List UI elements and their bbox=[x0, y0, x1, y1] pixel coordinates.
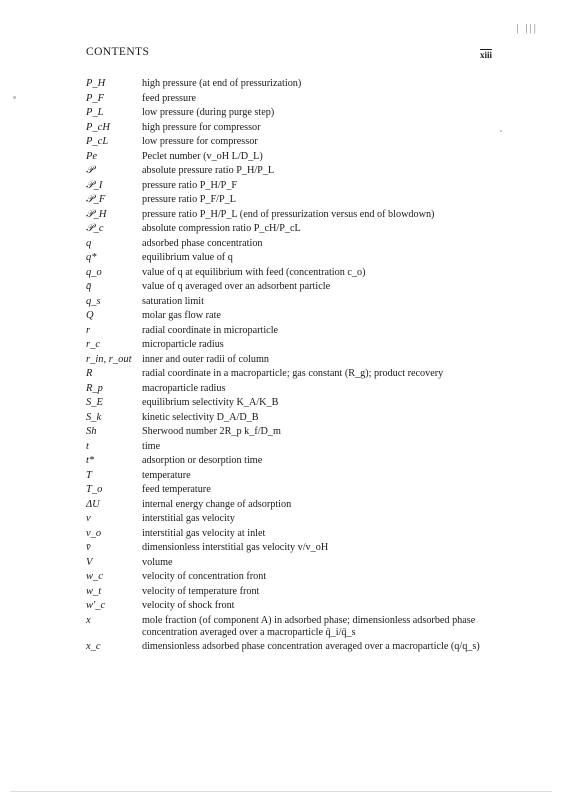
definition: macroparticle radius bbox=[142, 382, 226, 394]
list-item bbox=[86, 267, 496, 279]
symbol: ΔU bbox=[86, 498, 100, 510]
symbol: v̄ bbox=[86, 542, 91, 553]
symbol: P_cH bbox=[86, 121, 110, 133]
list-item bbox=[86, 78, 496, 90]
definition: saturation limit bbox=[142, 295, 204, 307]
symbol: S_E bbox=[86, 397, 103, 408]
symbol: x bbox=[86, 614, 91, 626]
definition: value of q at equilibrium with feed (concentration c_o) bbox=[142, 266, 366, 278]
symbol: r_in, r_out bbox=[86, 353, 132, 365]
definition: value of q averaged over an adsorbent particle bbox=[142, 281, 331, 292]
symbol: R_p bbox=[86, 382, 103, 394]
definition: dimensionless adsorbed phase concentration averaged over a macroparticle (q/q_s) bbox=[142, 641, 480, 652]
definition: molar gas flow rate bbox=[142, 310, 221, 321]
definition: Peclet number (v_oH L/D_L) bbox=[142, 150, 263, 162]
list-item bbox=[86, 412, 496, 424]
definition: temperature bbox=[142, 469, 191, 481]
symbol: 𝒫_F bbox=[86, 194, 106, 205]
scan-speck bbox=[13, 96, 16, 99]
list-item bbox=[86, 557, 496, 569]
definition: dimensionless interstitial gas velocity v/v_oH bbox=[142, 542, 329, 553]
list-item bbox=[86, 441, 496, 453]
definition: absolute compression ratio P_cH/P_cL bbox=[142, 223, 301, 234]
list-item bbox=[86, 310, 496, 322]
symbol: 𝒫 bbox=[86, 165, 94, 176]
list-item bbox=[86, 528, 496, 540]
list-item bbox=[86, 354, 496, 366]
symbol: q_o bbox=[86, 266, 102, 278]
symbol: Sh bbox=[86, 426, 97, 437]
symbol: w_c bbox=[86, 571, 103, 582]
symbol: 𝒫_c bbox=[86, 223, 104, 234]
page-title: CONTENTS bbox=[86, 46, 150, 58]
definition: radial coordinate in a macroparticle; gas constant (R_g); product recovery bbox=[142, 368, 444, 379]
list-item bbox=[86, 499, 496, 511]
symbol: q bbox=[86, 237, 92, 249]
list-item bbox=[86, 325, 496, 337]
symbol: v bbox=[86, 513, 91, 524]
symbol: Q bbox=[86, 310, 94, 321]
list-item bbox=[86, 107, 496, 119]
definition: kinetic selectivity D_A/D_B bbox=[142, 411, 259, 423]
symbol: v_o bbox=[86, 527, 102, 539]
symbol: T bbox=[86, 469, 92, 481]
list-item bbox=[86, 151, 496, 163]
definition: feed temperature bbox=[142, 484, 211, 495]
symbol: S_k bbox=[86, 411, 102, 423]
symbol: w_t bbox=[86, 585, 102, 597]
definition: absolute pressure ratio P_H/P_L bbox=[142, 165, 275, 176]
definition: high pressure (at end of pressurization) bbox=[142, 78, 302, 89]
symbol: 𝒫_H bbox=[86, 208, 107, 220]
symbol: x_c bbox=[86, 641, 101, 652]
list-item bbox=[86, 136, 496, 148]
symbol: T_o bbox=[86, 484, 103, 495]
list-item bbox=[86, 641, 496, 653]
scan-edge-line bbox=[10, 791, 552, 792]
definition: volume bbox=[142, 556, 173, 568]
definition: inner and outer radii of column bbox=[142, 353, 270, 365]
symbol: P_F bbox=[86, 92, 105, 104]
symbol: q* bbox=[86, 252, 97, 263]
symbol: q̄ bbox=[86, 281, 92, 292]
list-item bbox=[86, 455, 496, 467]
scan-marks: | ||| bbox=[516, 22, 538, 34]
list-item bbox=[86, 571, 496, 583]
symbol-list bbox=[86, 78, 496, 656]
list-item bbox=[86, 542, 496, 554]
symbol: P_L bbox=[86, 107, 104, 118]
symbol: V bbox=[86, 556, 93, 568]
symbol: t* bbox=[86, 455, 95, 466]
symbol: r_c bbox=[86, 339, 100, 350]
definition: velocity of shock front bbox=[142, 600, 235, 611]
list-item bbox=[86, 223, 496, 235]
definition: mole fraction (of component A) in adsorbed phase; dimensionless adsorbed phase concentration averaged over a macroparticle q̄_i/q̄_s bbox=[142, 614, 476, 638]
list-item bbox=[86, 600, 496, 612]
list-item bbox=[86, 194, 496, 206]
symbol: R bbox=[86, 368, 93, 379]
list-item bbox=[86, 209, 496, 221]
definition: velocity of temperature front bbox=[142, 585, 260, 597]
symbol: Pe bbox=[86, 150, 98, 162]
definition: low pressure for compressor bbox=[142, 136, 258, 147]
list-item bbox=[86, 122, 496, 134]
symbol: P_cL bbox=[86, 136, 109, 147]
list-item bbox=[86, 252, 496, 264]
list-item bbox=[86, 615, 496, 639]
definition: pressure ratio P_F/P_L bbox=[142, 194, 236, 205]
list-item bbox=[86, 238, 496, 250]
page-number: xiii bbox=[479, 50, 492, 60]
definition: adsorbed phase concentration bbox=[142, 237, 263, 249]
list-item bbox=[86, 368, 496, 380]
list-item bbox=[86, 165, 496, 177]
list-item bbox=[86, 484, 496, 496]
definition: high pressure for compressor bbox=[142, 121, 261, 133]
definition: pressure ratio P_H/P_F bbox=[142, 179, 238, 191]
list-item bbox=[86, 383, 496, 395]
scan-speck bbox=[500, 130, 502, 132]
definition: equilibrium selectivity K_A/K_B bbox=[142, 397, 279, 408]
definition: time bbox=[142, 440, 161, 452]
list-item bbox=[86, 281, 496, 293]
symbol: P_H bbox=[86, 78, 106, 89]
definition: low pressure (during purge step) bbox=[142, 107, 275, 118]
list-item bbox=[86, 470, 496, 482]
definition: interstitial gas velocity at inlet bbox=[142, 527, 266, 539]
definition: feed pressure bbox=[142, 92, 197, 104]
page-header bbox=[86, 46, 492, 62]
list-item bbox=[86, 339, 496, 351]
symbol: q_s bbox=[86, 295, 101, 307]
list-item bbox=[86, 426, 496, 438]
definition: internal energy change of adsorption bbox=[142, 498, 292, 510]
list-item bbox=[86, 180, 496, 192]
definition: equilibrium value of q bbox=[142, 252, 233, 263]
symbol: r bbox=[86, 324, 91, 336]
symbol: 𝒫_I bbox=[86, 179, 103, 191]
definition: interstitial gas velocity bbox=[142, 513, 235, 524]
definition: velocity of concentration front bbox=[142, 571, 267, 582]
list-item bbox=[86, 397, 496, 409]
list-item bbox=[86, 513, 496, 525]
definition: radial coordinate in microparticle bbox=[142, 324, 279, 336]
list-item bbox=[86, 586, 496, 598]
definition: pressure ratio P_H/P_L (end of pressurization versus end of blowdown) bbox=[142, 208, 435, 220]
definition: Sherwood number 2R_p k_f/D_m bbox=[142, 426, 281, 437]
symbol: w'_c bbox=[86, 600, 106, 611]
list-item bbox=[86, 93, 496, 105]
definition: adsorption or desorption time bbox=[142, 455, 263, 466]
definition: microparticle radius bbox=[142, 339, 224, 350]
list-item bbox=[86, 296, 496, 308]
symbol: t bbox=[86, 440, 89, 452]
